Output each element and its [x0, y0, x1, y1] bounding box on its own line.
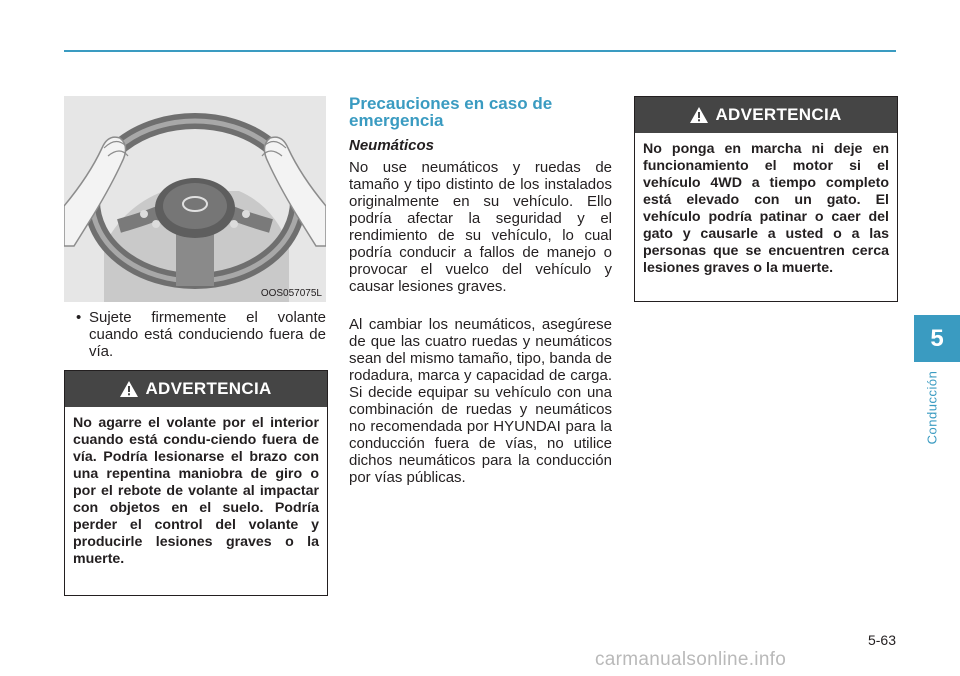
- chapter-name-label: [910, 367, 954, 447]
- chapter-number: 5: [930, 324, 944, 352]
- bullet-dot: •: [76, 309, 82, 326]
- steering-wheel-figure: [64, 96, 326, 302]
- chapter-name-text: Conducción: [924, 370, 940, 444]
- figure-code: OOS057075L: [260, 288, 322, 299]
- warning-header-right: [635, 97, 897, 133]
- warning-body-right: No ponga en marcha ni deje en funcionamiento el motor si el vehículo 4WD a tiempo completo está elevado con un gato. El vehículo podría patinar o caer del gato y causarle a usted o a las personas que se encuentren cerca lesiones graves o la muerte.: [643, 141, 889, 276]
- watermark-text[interactable]: carmanualsonline.info: [595, 649, 787, 670]
- warning-triangle-icon: [690, 107, 708, 123]
- steering-wheel-illustration: [64, 96, 326, 302]
- paragraph-1: No use neumáticos y ruedas de tamaño y tipo distinto de los instalados originalmente en su vehículo. Ello podría afectar la seguridad y el rendimiento de su vehículo, lo cual podría conducir a fallos de manejo o provocar el vuelco del vehículo y causar lesiones graves.: [349, 159, 612, 295]
- warning-box-right: [634, 96, 898, 302]
- warning-body-left: No agarre el volante por el interior cuando está condu-ciendo fuera de vía. Podría lesionarse el brazo con una repentina maniobra de giro o por el rebote de volante al impactar con objetos en el suelo. Podría perder el control del volante y producirle lesiones graves o la muerte.: [73, 415, 319, 567]
- page-number: 5-63: [867, 632, 896, 648]
- bullet-text: Sujete firmemente el volante cuando está conduciendo fuera de vía.: [89, 309, 326, 360]
- header-rule: [64, 50, 896, 52]
- warning-box-left: [64, 370, 328, 596]
- warning-triangle-icon: [120, 381, 138, 397]
- bullet-item: [76, 309, 326, 360]
- section-title: Precauciones en caso de emergencia: [349, 94, 553, 130]
- warning-header-left: [65, 371, 327, 407]
- section-subtitle: Neumáticos: [349, 137, 435, 154]
- chapter-number-tab[interactable]: [914, 315, 960, 362]
- warning-title-left: ADVERTENCIA: [145, 379, 272, 398]
- paragraph-2: Al cambiar los neumáticos, asegúrese de que las cuatro ruedas y neumáticos sean del mismo tamaño, tipo, banda de rodadura, marca y capacidad de carga. Si decide equipar su vehículo con una combinación de ruedas y neumáticos no recomendada por HYUNDAI para la conducción fuera de vías, no utilice dichos neumáticos para la conducción por vías públicas.: [349, 316, 612, 486]
- warning-title-right: ADVERTENCIA: [715, 105, 842, 124]
